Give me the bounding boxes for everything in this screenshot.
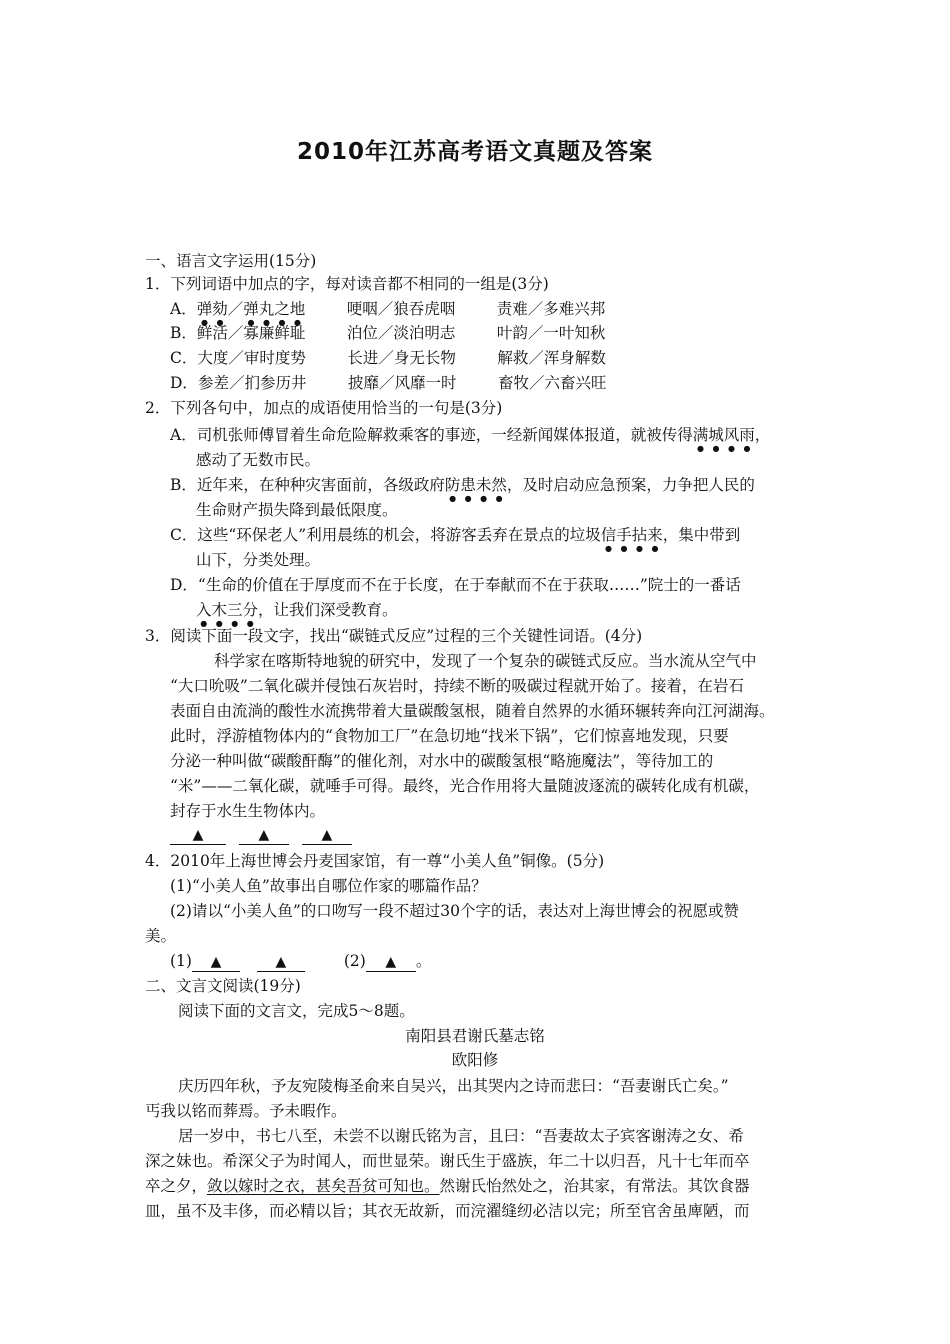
triangle-icon: ▲ <box>275 954 287 970</box>
q3-passage-line: 分泌一种叫做“碳酸酐酶”的催化剂，对水中的碳酸氢根“略施魔法”，等待加工的 <box>170 752 714 770</box>
q2-idiom-a: 满城风雨 <box>692 426 755 444</box>
q1-stem: 1．下列词语中加点的字，每对读音都不相同的一组是(3分) <box>145 275 549 293</box>
triangle-icon: ▲ <box>385 954 397 970</box>
q2-option-d-line1: D．“生命的价值在于厚度而不在于长度，在于奉献而不在于获取……”院士的一番话 <box>170 576 741 594</box>
answer-blank[interactable] <box>170 825 226 845</box>
q3-passage-line: 科学家在喀斯特地貌的研究中，发现了一个复杂的碳链式反应。当水流从空气中 <box>214 652 757 670</box>
page-title: 2010年江苏高考语文真题及答案 <box>296 139 653 165</box>
classical-text-line: 居一岁中，书七八至，未尝不以谢氏铭为言，且曰：“吾妻故太子宾客谢涛之女、希 <box>178 1127 744 1145</box>
q3-passage-line: “米”——二氧化碳，就唾手可得。最终，光合作用将大量随波逐流的碳转化成有机碳， <box>170 777 760 795</box>
classical-text-line: 丐我以铭而葬焉。予未暇作。 <box>145 1102 347 1120</box>
classical-text-line: 深之妹也。希深父子为时闻人，而世显荣。谢氏生于盛族，年二十以归吾，凡十七年而卒 <box>145 1152 750 1170</box>
classical-text-line: 卒之夕，敛以嫁时之衣，甚矣吾贫可知也。然谢氏怡然处之，治其家，有常法。其饮食器 <box>145 1177 750 1195</box>
q2-idiom-d: 入木三分 <box>196 601 259 619</box>
q2-option-d-line2: 入木三分，让我们深受教育。 <box>196 601 398 619</box>
underlined-sentence: 敛以嫁时之衣，甚矣吾贫可知也。 <box>207 1177 440 1195</box>
triangle-icon: ▲ <box>210 954 222 970</box>
q3-passage-line: 此时，浮游植物体内的“食物加工厂”在急切地“找米下锅”，它们惊喜地发现，只要 <box>170 727 729 745</box>
triangle-icon: ▲ <box>192 827 204 843</box>
q2-idiom-c: 信手拈来 <box>600 526 663 544</box>
q4-stem: 4．2010年上海世博会丹麦国家馆，有一尊“小美人鱼”铜像。(5分) <box>145 852 605 870</box>
q2-option-c-line1: C．这些“环保老人”利用晨练的机会，将游客丢弃在景点的垃圾信手拈来，集中带到 <box>170 526 741 544</box>
q3-answer-blanks <box>170 823 352 845</box>
section-1-heading: 一、语言文字运用(15分) <box>145 252 317 270</box>
classical-text-line: 皿，虽不及丰侈，而必精以旨；其衣无故新，而浣濯缝纫必洁以完；所至官舍虽庳陋，而 <box>145 1202 750 1220</box>
q2-idiom-b: 防患未然 <box>444 476 507 494</box>
q1-option-b: B．鲜活／寡廉鲜耻 泊位／淡泊明志 叶韵／一叶知秋 <box>170 324 606 342</box>
triangle-icon: ▲ <box>258 827 270 843</box>
q1-option-d: D．参差／扪参历井 披靡／风靡一时 畜牧／六畜兴旺 <box>170 374 607 392</box>
q3-passage-line: 封存于水生生物体内。 <box>170 802 326 820</box>
q1-option-c: C．大度／审时度势 长进／身无长物 解救／浑身解数 <box>170 349 606 367</box>
answer-blank[interactable] <box>192 952 240 972</box>
q2-stem: 2．下列各句中，加点的成语使用恰当的一句是(3分) <box>145 399 503 417</box>
section-2-heading: 二、文言文阅读(19分) <box>145 977 301 995</box>
answer-blank[interactable] <box>257 952 305 972</box>
q4-part2-line2: 美。 <box>145 927 177 945</box>
triangle-icon: ▲ <box>321 827 333 843</box>
q4-answer-line: (1) ▲ ▲ (2) ▲ 。 <box>170 952 432 970</box>
q3-passage-line: 表面自由流淌的酸性水流携带着大量碳酸氢根，随着自然界的水循环辗转奔向江河湖海。 <box>170 702 775 720</box>
q2-option-a-line1: A．司机张师傅冒着生命危险解救乘客的事迹，一经新闻媒体报道，就被传得满城风雨， <box>170 426 771 444</box>
q1-option-a: A．弹劾／弹丸之地 哽咽／狼吞虎咽 责难／多难兴邦 <box>170 300 606 318</box>
section-2-intro: 阅读下面的文言文，完成5～8题。 <box>178 1002 415 1020</box>
answer-blank[interactable] <box>239 825 289 845</box>
q2-option-c-line2: 山下，分类处理。 <box>196 551 321 569</box>
classical-text-line: 庆历四年秋，予友宛陵梅圣俞来自吴兴，出其哭内之诗而悲曰：“吾妻谢氏亡矣。” <box>178 1077 729 1095</box>
q2-option-b-line2: 生命财产损失降到最低限度。 <box>196 501 398 519</box>
q2-option-a-line2: 感动了无数市民。 <box>196 451 321 469</box>
answer-blank[interactable] <box>366 952 416 972</box>
q2-option-b-line1: B．近年来，在种种灾害面前，各级政府防患未然，及时启动应急预案，力争把人民的 <box>170 476 755 494</box>
text-author: 欧阳修 <box>451 1051 499 1069</box>
q3-passage-line: “大口吮吸”二氧化碳并侵蚀石灰岩时，持续不断的吸碳过程就开始了。接着，在岩石 <box>170 677 744 695</box>
text-title: 南阳县君谢氏墓志铭 <box>405 1027 545 1045</box>
q4-part2-line1: (2)请以“小美人鱼”的口吻写一段不超过30个字的话，表达对上海世博会的祝愿或赞 <box>170 902 740 920</box>
answer-blank[interactable] <box>302 825 352 845</box>
q4-part1: (1)“小美人鱼”故事出自哪位作家的哪篇作品？ <box>170 877 487 895</box>
q3-stem: 3．阅读下面一段文字，找出“碳链式反应”过程的三个关键性词语。(4分) <box>145 627 643 645</box>
